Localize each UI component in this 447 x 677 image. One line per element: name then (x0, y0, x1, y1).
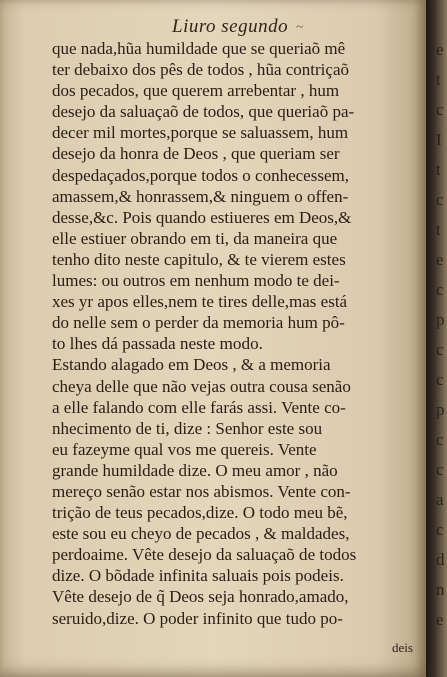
facing-letter: a (436, 490, 444, 509)
facing-letter: p (436, 400, 445, 419)
text-line: que nada,hũa humildade que se queriaõ mê (52, 39, 346, 58)
header-ornament: ~ (296, 20, 304, 35)
text-line: to lhes dá passada neste modo. (52, 334, 263, 354)
text-line: Vête desejo de q̃ Deos seja honrado,amado, (52, 587, 349, 607)
facing-letter: t (436, 160, 441, 179)
text-line: desse,&c. Pois quando estiueres em Deos,& (52, 207, 352, 227)
facing-letter: c (436, 460, 444, 479)
text-line: amassem,& honrassem,& ninguem o offen- (52, 186, 349, 206)
text-line: dize. O bõdade infinita saluais pois podeis. (52, 566, 344, 586)
text-line: lumes: ou outros em nenhum modo te dei- (52, 271, 340, 291)
facing-letter: t (436, 220, 441, 239)
text-line: xes yr apos elles,nem te tires delle,mas está (52, 292, 348, 312)
facing-letter: c (436, 520, 444, 539)
text-line: desejo da saluaçaõ de todos, que queriaõ pa- (52, 102, 355, 122)
facing-letter: e (436, 40, 444, 59)
text-line: perdoaime. Vête desejo da saluaçaõ de todos (52, 545, 357, 565)
text-line: decer mil mortes,porque se saluassem, hum (52, 123, 349, 143)
facing-letter: c (436, 100, 444, 119)
facing-letter: p (436, 310, 445, 329)
text-line: Estando alagado em Deos , & a memoria (52, 355, 331, 375)
text-line: elle estiuer obrando em ti, da maneira que (52, 228, 338, 248)
catchword: deis (392, 640, 413, 655)
body-text (52, 38, 424, 629)
text-line: desejo da honra de Deos , que queriam ser (52, 144, 340, 164)
facing-letter: e (436, 250, 444, 269)
text-line: despedaçados,porque todos o conhecessem, (52, 165, 349, 185)
facing-letter: n (436, 580, 445, 599)
text-line: nhecimento de ti, dize : Senhor este sou (52, 418, 323, 438)
facing-letter: c (436, 280, 444, 299)
text-line: cheya delle que não vejas outra cousa senão (52, 376, 351, 396)
text-line: trição de teus pecados,dize. O todo meu bẽ, (52, 503, 348, 523)
facing-letter: I (436, 130, 442, 149)
facing-letter: c (436, 430, 444, 449)
text-line: a elle falando com elle farás assi. Vente co- (52, 397, 346, 417)
text-line: dos pecados, que querem arrebentar , hum (52, 81, 340, 101)
text-line: grande humildade dize. O meu amor , não (52, 460, 338, 480)
facing-letter: e (436, 610, 444, 629)
facing-letter: c (436, 340, 444, 359)
text-line: tenho dito neste capitulo, & te vierem estes (52, 249, 346, 269)
text-line: mereço senão estar nos abismos. Vente con- (52, 481, 351, 501)
facing-page-edge (436, 0, 447, 677)
running-header: Liuro segundo (172, 16, 289, 37)
facing-letter: c (436, 370, 444, 389)
text-line: eu fazeyme qual vos me quereis. Vente (52, 439, 317, 459)
facing-letter: d (436, 550, 445, 569)
text-line: ter debaixo dos pês de todos , hũa contriçaõ (52, 60, 350, 80)
text-line: seruido,dize. O poder infinito que tudo po- (52, 608, 343, 628)
text-line: este sou eu cheyo de pecados , & maldades, (52, 524, 350, 544)
facing-letter: c (436, 190, 444, 209)
facing-letter: t (436, 70, 441, 89)
text-line: do nelle sem o perder da memoria hum pô- (52, 313, 345, 333)
